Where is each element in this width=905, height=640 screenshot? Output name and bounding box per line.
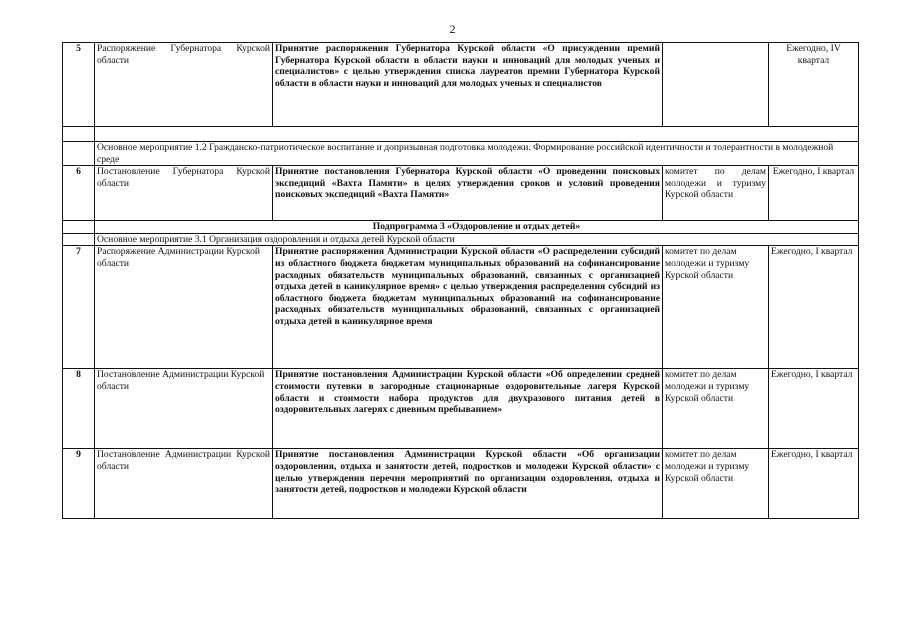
page-number: 2 [449,22,456,36]
document-type-cell: Постановление Администрации Курской области [95,449,273,519]
activity-heading: Основное мероприятие 3.1 Организация оздоровления и отдыха детей Курской области [95,233,859,246]
empty-cell [95,127,859,142]
table-row [63,369,859,449]
document-type-cell: Постановление Губернатора Курской области [95,166,273,221]
activity-heading: Основное мероприятие 1.2 Гражданско-патриотическое воспитание и допризывная подготовка молодежи. Формирование российской идентичности и толерантности в молодежной среде [95,142,859,166]
subprogram-title: Подпрограмма 3 «Оздоровление и отдых детей» [95,221,859,234]
term-cell: Ежегодно, I квартал [769,369,859,449]
term-cell: Ежегодно, I квартал [769,246,859,369]
description-cell: Принятие распоряжения Администрации Курской области «О распределении субсидий из областного бюджета бюджетам муниципальных образований на софинансирование расходных обязательств муниципальных образований, связанных с организацией отдыха детей в каникулярное время» с целью утверждения распределения субсидий из областного бюджета бюджетам муниципальных образований на софинансирование расходных обязательств муниципальных образований, связанных с организацией отдыха детей в каникулярное время [273,246,663,369]
row-number: 6 [63,166,95,221]
table-row [63,166,859,221]
row-number: 5 [63,43,95,127]
empty-cell [63,127,95,142]
document-type-cell: Постановление Администрации Курской области [95,369,273,449]
activity-row [63,233,859,246]
term-cell: Ежегодно, IV квартал [769,43,859,127]
description-cell: Принятие постановления Администрации Курской области «Об определении средней стоимости путевки в загородные стационарные оздоровительные лагеря Курской области и стоимости набора продуктов для двухразового питания детей в оздоровительных лагерях с дневным пребыванием» [273,369,663,449]
table-row [63,449,859,519]
empty-cell [63,233,95,246]
empty-cell [63,142,95,166]
subprogram-row [63,221,859,234]
table-row [63,246,859,369]
spacer-row [63,127,859,142]
document-type-cell: Распоряжение Администрации Курской области [95,246,273,369]
executor-cell: комитет по делам молодежи и туризму Курской области [663,369,769,449]
description-cell: Принятие распоряжения Губернатора Курской области «О присуждении премий Губернатора Курской области в области науки и инноваций для молодых ученых и специалистов» с целью утверждения списка лауреатов премии Губернатора Курской области в области науки и инноваций для молодых ученых и специалистов [273,43,663,127]
executor-cell: комитет по делам молодежи и туризму Курской области [663,246,769,369]
term-cell: Ежегодно, I квартал [769,166,859,221]
row-number: 9 [63,449,95,519]
document-type-cell: Распоряжение Губернатора Курской области [95,43,273,127]
row-number: 7 [63,246,95,369]
executor-cell: комитет по делам молодежи и туризму Курской области [663,449,769,519]
term-cell: Ежегодно, I квартал [769,449,859,519]
executor-cell: комитет по делам молодежи и туризму Курской области [663,166,769,221]
row-number: 8 [63,369,95,449]
description-cell: Принятие постановления Администрации Курской области «Об организации оздоровления, отдыха и занятости детей, подростков и молодежи Курской области» с целью утверждения перечня мероприятий по организации оздоровления, отдыха и занятости детей, подростков и молодежи Курской области [273,449,663,519]
empty-cell [63,221,95,234]
plan-table [62,42,859,519]
description-cell: Принятие постановления Губернатора Курской области «О проведении поисковых экспедиций «Вахта Памяти» в целях утверждения сроков и условий проведения поисковых экспедиций «Вахта Памяти» [273,166,663,221]
table-row [63,43,859,127]
activity-row [63,142,859,166]
executor-cell [663,43,769,127]
